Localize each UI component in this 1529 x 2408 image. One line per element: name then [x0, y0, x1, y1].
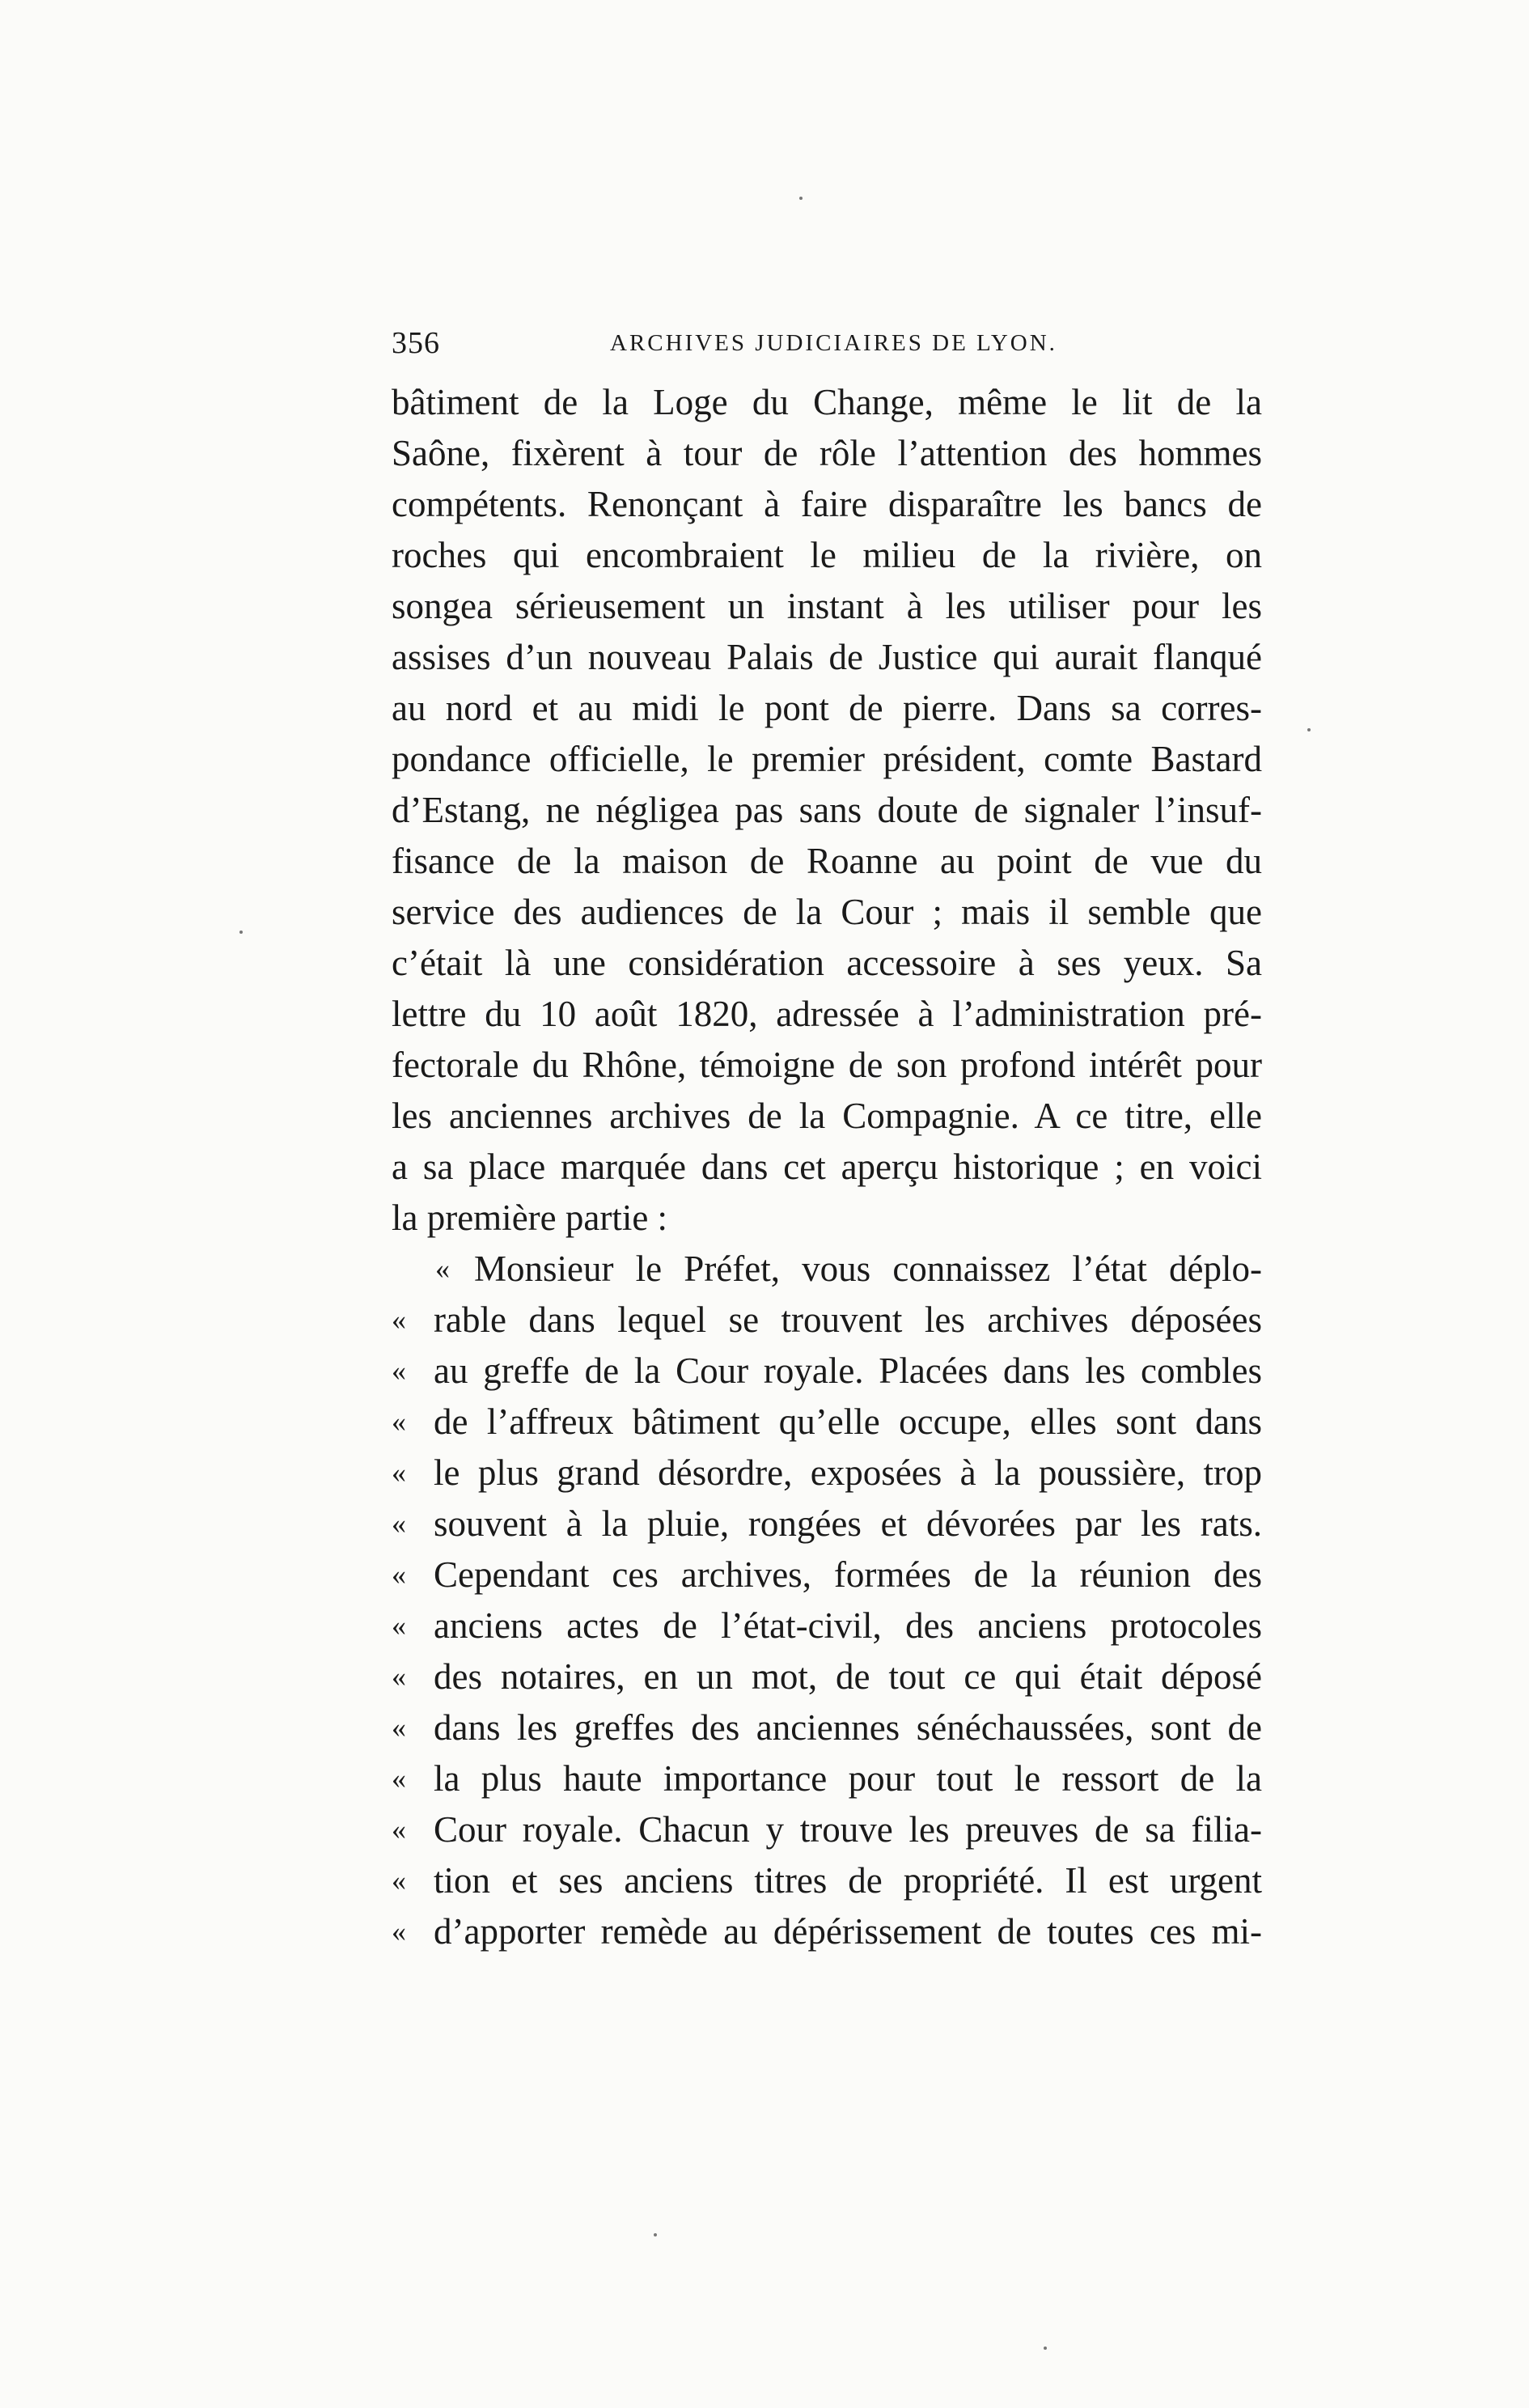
text-line: fisance de la maison de Roanne au point de vue du [392, 841, 1262, 881]
quote-line: de l’affreux bâtiment qu’elle occupe, elles sont dans [434, 1401, 1262, 1442]
page-header [392, 325, 1262, 366]
quote-line: Monsieur le Préfet, vous connaissez l’état déplo- [474, 1249, 1262, 1289]
scan-speck [654, 2233, 657, 2236]
quote-line: tion et ses anciens titres de propriété. Il est urgent [434, 1860, 1262, 1901]
text-line: la première partie : [392, 1198, 668, 1238]
quote-line: des notaires, en un mot, de tout ce qui était déposé [434, 1656, 1262, 1697]
quote-mark: « [392, 1456, 406, 1489]
quote-line: le plus grand désordre, exposées à la poussière, trop [434, 1452, 1262, 1493]
text-line: lettre du 10 août 1820, adressée à l’administration pré- [392, 994, 1262, 1034]
running-title: ARCHIVES JUDICIAIRES DE LYON. [610, 330, 1057, 356]
quote-line: la plus haute importance pour tout le ressort de la [434, 1758, 1262, 1799]
quote-mark: « [392, 1864, 406, 1897]
page-number: 356 [392, 326, 440, 360]
quote-line: d’apporter remède au dépérissement de toutes ces mi- [434, 1911, 1262, 1952]
quote-mark: « [435, 1253, 450, 1285]
scan-speck [1044, 2347, 1047, 2350]
scan-speck [1307, 728, 1311, 731]
text-line: au nord et au midi le pont de pierre. Dans sa corres- [392, 688, 1262, 728]
quote-mark: « [392, 1915, 406, 1948]
scan-speck [239, 931, 243, 934]
quote-mark: « [392, 1609, 406, 1642]
quote-mark: « [392, 1711, 406, 1744]
text-line: les anciennes archives de la Compagnie. A ce titre, elle [392, 1096, 1262, 1136]
quote-line: rable dans lequel se trouvent les archives déposées [434, 1299, 1262, 1340]
quote-line: Cour royale. Chacun y trouve les preuves de sa filia- [434, 1809, 1262, 1850]
text-line: assises d’un nouveau Palais de Justice qui aurait flanqué [392, 637, 1262, 677]
quote-line: au greffe de la Cour royale. Placées dans les combles [434, 1350, 1262, 1391]
text-line: bâtiment de la Loge du Change, même le lit de la [392, 382, 1262, 422]
quote-line: dans les greffes des anciennes sénéchaussées, sont de [434, 1707, 1262, 1748]
quote-mark: « [392, 1507, 406, 1540]
quote-line: anciens actes de l’état-civil, des anciens protocoles [434, 1605, 1262, 1646]
text-line: c’était là une considération accessoire à ses yeux. Sa [392, 943, 1262, 983]
scan-speck [799, 197, 803, 200]
text-line: compétents. Renonçant à faire disparaître les bancs de [392, 484, 1262, 524]
quote-mark: « [392, 1304, 406, 1336]
text-line: fectorale du Rhône, témoigne de son profond intérêt pour [392, 1045, 1262, 1085]
quote-line: souvent à la pluie, rongées et dévorées par les rats. [434, 1503, 1262, 1544]
text-line: pondance officielle, le premier président, comte Bastard [392, 739, 1262, 779]
text-line: songea sérieusement un instant à les utiliser pour les [392, 586, 1262, 626]
quote-mark: « [392, 1660, 406, 1693]
quote-mark: « [392, 1762, 406, 1795]
quote-mark: « [392, 1405, 406, 1438]
text-line: a sa place marquée dans cet aperçu historique ; en voici [392, 1147, 1262, 1187]
quote-mark: « [392, 1558, 406, 1591]
text-line: roches qui encombraient le milieu de la rivière, on [392, 535, 1262, 575]
text-line: service des audiences de la Cour ; mais il semble que [392, 892, 1262, 932]
quote-mark: « [392, 1354, 406, 1387]
quote-mark: « [392, 1813, 406, 1846]
text-line: Saône, fixèrent à tour de rôle l’attention des hommes [392, 433, 1262, 473]
quote-line: Cependant ces archives, formées de la réunion des [434, 1554, 1262, 1595]
text-line: d’Estang, ne négligea pas sans doute de signaler l’insuf- [392, 790, 1262, 830]
